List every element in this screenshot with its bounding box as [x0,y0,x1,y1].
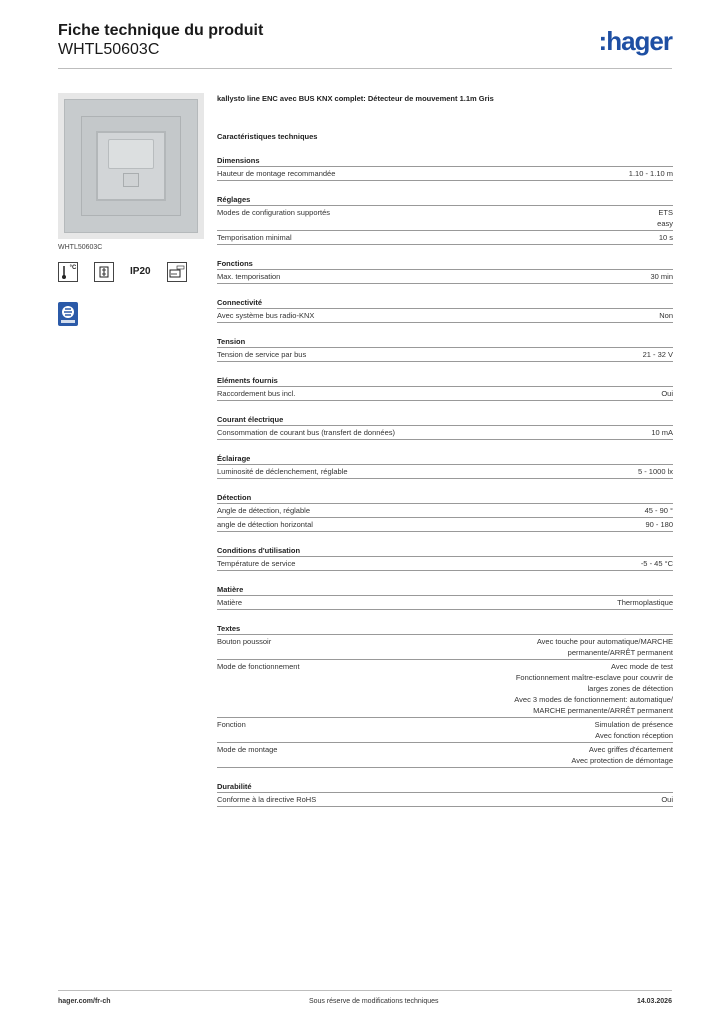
spec-value [468,519,673,530]
spec-value [468,349,673,360]
hager-logo: :hager [598,26,672,56]
spec-label: Fonction [217,720,246,729]
spec-value-line: larges zones de détection [587,684,673,693]
product-description: kallysto line ENC avec BUS KNX complet: Détecteur de mouvement 1.1m Gris [217,94,494,103]
spec-label: Consommation de courant bus (transfert de données) [217,428,396,437]
page-header [58,22,672,68]
cover-plate [64,99,198,233]
spec-group-title: Durabilité [217,780,673,793]
spec-group [217,780,673,819]
spec-group-title: Fonctions [217,257,673,270]
spec-value [468,271,673,282]
spec-value-line: 5 - 1000 lx [637,467,673,476]
footer-date: 14.03.2026 [636,998,672,1005]
spec-row [217,270,673,284]
spec-row [217,167,673,181]
spec-label: Raccordement bus incl. [217,389,296,398]
page-title: Fiche technique du produit [58,22,264,39]
spec-row [217,518,673,532]
spec-row [217,660,673,718]
spec-value-line: Oui [661,389,673,398]
spec-label: Temporisation minimal [217,233,292,242]
spec-value-line: -5 - 45 °C [640,559,673,568]
spec-value [468,794,673,805]
spec-value [468,661,673,716]
spec-group [217,154,673,193]
spec-label: Tension de service par bus [217,350,307,359]
spec-group-title: Matière [217,583,673,596]
spec-value [468,232,673,243]
spec-group [217,622,673,780]
spec-value-line: Avec touche pour automatique/MARCHE [536,637,673,646]
spec-row [217,557,673,571]
spec-value-line: Simulation de présence [594,720,673,729]
spec-label: Avec système bus radio-KNX [217,311,315,320]
spec-value [468,505,673,516]
spec-row [217,793,673,807]
spec-value [468,427,673,438]
spec-value-line: Avec 3 modes de fonctionnement: automatique/ [514,695,673,704]
spec-value-line: Fonctionnement maître-esclave pour couvrir de [515,673,673,682]
spec-value-line: Avec mode de test [611,662,673,671]
spec-group-title: Textes [217,622,673,635]
spec-value-line: 90 - 180 [645,520,673,529]
spec-group [217,413,673,452]
spec-row [217,348,673,362]
mounting-icon [94,262,114,282]
spec-group-title: Eléments fournis [217,374,673,387]
temperature-icon: °C [58,262,78,282]
spec-group [217,583,673,622]
spec-value-line: Non [659,311,673,320]
spec-group [217,374,673,413]
spec-value [468,719,673,741]
spec-group [217,491,673,544]
spec-value-line: 10 s [658,233,673,242]
spec-label: Modes de configuration supportés [217,208,330,217]
spec-group-title: Courant électrique [217,413,673,426]
characteristics-groups [217,154,673,819]
spec-value [468,466,673,477]
spec-group [217,452,673,491]
spec-label: Mode de montage [217,745,278,754]
section-title: Caractéristiques techniques [217,132,318,141]
product-image [58,93,204,239]
spec-value [468,636,673,658]
spec-row [217,309,673,323]
sensor-button [123,173,139,187]
spec-label: angle de détection horizontal [217,520,313,529]
spec-value-line: ETS [658,208,673,217]
spec-group-title: Réglages [217,193,673,206]
spec-label: Température de service [217,559,296,568]
spec-value [468,310,673,321]
spec-label: Mode de fonctionnement [217,662,300,671]
spec-label: Bouton poussoir [217,637,272,646]
spec-row [217,743,673,768]
spec-value-line: 21 - 32 V [642,350,673,359]
spec-value-line: 30 min [650,272,673,281]
spec-value [468,168,673,179]
spec-group [217,335,673,374]
spec-label: Hauteur de montage recommandée [217,169,336,178]
product-reference: WHTL50603C [58,41,160,58]
spec-value-line: 1.10 - 1.10 m [628,169,673,178]
product-icons [58,262,187,282]
footer-notice: Sous réserve de modifications techniques [308,998,439,1005]
spec-group-title: Connectivité [217,296,673,309]
spec-row [217,387,673,401]
spec-label: Luminosité de déclenchement, réglable [217,467,348,476]
spec-group-title: Conditions d'utilisation [217,544,673,557]
spec-group [217,193,673,257]
footer-website: hager.com/fr-ch [58,998,111,1005]
spec-group [217,296,673,335]
spec-row [217,635,673,660]
spec-row [217,596,673,610]
spec-label: Angle de détection, réglable [217,506,310,515]
page-footer [58,998,672,1005]
ip-rating: IP20 [130,266,151,277]
spec-value [468,597,673,608]
spec-group-title: Éclairage [217,452,673,465]
header-divider [58,68,672,69]
spec-group [217,257,673,296]
spec-value-line: Thermoplastique [617,598,673,607]
spec-value-line: permanente/ARRÊT permanent [567,648,673,657]
spec-row [217,206,673,231]
spec-value-line: Oui [661,795,673,804]
spec-value-line: Avec protection de démontage [571,756,673,765]
spec-value [468,558,673,569]
spec-value-line: 45 - 90 ° [644,506,673,515]
spec-value [468,207,673,229]
spec-value-line: easy [657,219,673,228]
spec-label: Matière [217,598,243,607]
spec-group-title: Tension [217,335,673,348]
image-caption: WHTL50603C [58,244,103,251]
spec-row [217,504,673,518]
spec-group [217,544,673,583]
spec-row [217,231,673,245]
knx-e-icon [58,302,78,326]
technical-sheet [217,94,673,819]
sensor-lens [108,139,154,169]
spec-row [217,718,673,743]
spec-row [217,426,673,440]
spec-value [468,744,673,766]
spec-value-line: MARCHE permanente/ARRÊT permanent [533,706,673,715]
spec-group-title: Dimensions [217,154,673,167]
spec-group-title: Détection [217,491,673,504]
spec-value-line: Avec griffes d'écartement [588,745,673,754]
spec-label: Max. temporisation [217,272,281,281]
timer-icon [167,262,187,282]
spec-label: Conforme à la directive RoHS [217,795,317,804]
sensor-frame [96,131,166,201]
spec-value [468,388,673,399]
footer-divider [58,990,672,991]
spec-row [217,465,673,479]
spec-value-line: 10 mA [651,428,673,437]
spec-value-line: Avec fonction réception [595,731,673,740]
